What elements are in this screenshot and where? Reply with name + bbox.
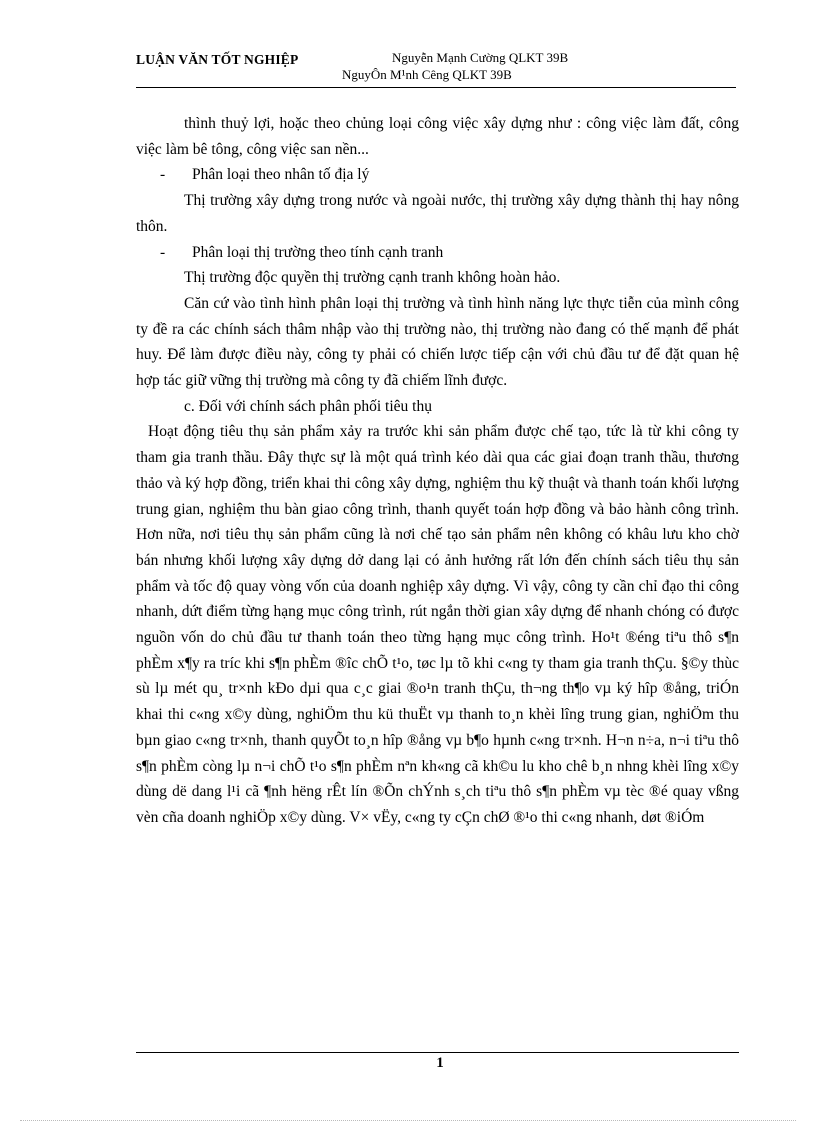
- paragraph-intro: thình thuỷ lợi, hoặc theo chủng loại công việc xây dựng như : công việc làm đất, công việc làm bê tông, công việc san nền...: [136, 115, 739, 158]
- bullet-text: Phân loại theo nhân tố địa lý: [192, 166, 370, 184]
- paragraph-geographic: Thị trường xây dựng trong nước và ngoài nước, thị trường xây dựng thành thị hay nông thôn.: [136, 192, 739, 235]
- header-rule: [136, 87, 736, 88]
- bullet-text: Phân loại thị trường theo tính cạnh tranh: [192, 243, 444, 261]
- thesis-label: LUẬN VĂN TỐT NGHIỆP: [136, 52, 299, 67]
- author-line-1: Nguyễn Mạnh Cường QLKT 39B: [392, 50, 569, 65]
- dash-bullet: -: [160, 243, 166, 261]
- footer-rule: [136, 1052, 739, 1053]
- bullet-geographic: [136, 162, 739, 188]
- paragraph-strategy: Căn cứ vào tình hình phân loại thị trường và tình hình năng lực thực tiễn của mình công ty đề ra các chính sách thâm nhập vào thị trường nào, thị trường nào đang có thế mạnh để phát huy. Để làm được điều này, công ty phải có chiến lược tiếp cận với chủ đầu tư để đặt quan hệ hợp tác giữ vững thị trường mà công ty đã chiếm lĩnh được.: [136, 294, 739, 390]
- page-boundary: [20, 1120, 796, 1121]
- document-body: [136, 111, 739, 831]
- paragraph-competition: Thị trường độc quyền thị trường cạnh tranh không hoàn hảo.: [184, 269, 561, 287]
- page-header: [136, 46, 736, 86]
- page-number: 1: [436, 1055, 444, 1071]
- dash-bullet: -: [160, 166, 166, 184]
- author-line-2: NguyÔn M¹nh Cêng QLKT 39B: [342, 67, 512, 82]
- paragraph-distribution: Hoạt động tiêu thụ sản phẩm xảy ra trước khi sản phẩm được chế tạo, tức là từ khi công ty tham gia tranh thầu. Đây thực sự là một quá trình kéo dài qua các giai đoạn tranh thầu, thương thảo và ký hợp đồng, triển khai thi công xây dựng, nghiệm thu kỹ thuật và thanh toán khối lượng trung gian, nghiệm thu bàn giao công trình, thanh quyết toán hợp đồng và bảo hành công trình. Hơn nữa, nơi tiêu thụ sản phẩm cũng là nơi chế tạo sản phẩm nên không có khâu lưu kho chờ bán nhưng khối lượng xây dựng dở dang lại có ảnh hưởng rất lớn đến chính sách tiêu thụ sản phẩm và tốc độ quay vòng vốn của doanh nghiệp xây dựng. Vì vậy, công ty cần chỉ đạo thi công nhanh, dứt điểm từng hạng mục công trình, rút ngắn thời gian xây dựng để nhanh chóng có được nguồn vốn do chủ đầu tư thanh toán theo từng hạng mục công trình. Ho¹t ®éng tiªu thô s¶n phÈm x¶y ra tríc khi s¶n phÈm ®îc chÕ t¹o, tøc lµ tõ khi c«ng ty tham gia tranh thÇu. §©y thùc sù lµ mét qu¸ tr×nh kÐo dµi qua c¸c giai ®o¹n tranh thÇu, th¬ng th¶o vµ ký hîp ®ång, triÓn khai thi c«ng x©y dùng, nghiÖm thu kü thuËt vµ thanh to¸n khèi lîng trung gian, nghiÖm thu bµn giao c«ng tr×nh, thanh quyÕt to¸n hîp ®ång vµ b¶o hµnh c«ng tr×nh. H¬n n÷a, n¬i tiªu thô s¶n phÈm còng lµ n¬i chÕ t¹o s¶n phÈm nªn kh«ng cã kh©u lu kho chê b¸n nhng khèi lîng x©y dùng dë dang l¹i cã ¶nh hëng rÊt lín ®Õn chÝnh s¸ch tiªu thô s¶n phÈm vµ tèc ®é quay vßng vèn cña doanh nghiÖp x©y dùng. V× vËy, c«ng ty cÇn chØ ®¹o thi c«ng nhanh, døt ®iÓm: [136, 423, 739, 826]
- bullet-competition: [136, 240, 739, 266]
- section-heading-c: c. Đối với chính sách phân phối tiêu thụ: [184, 397, 432, 415]
